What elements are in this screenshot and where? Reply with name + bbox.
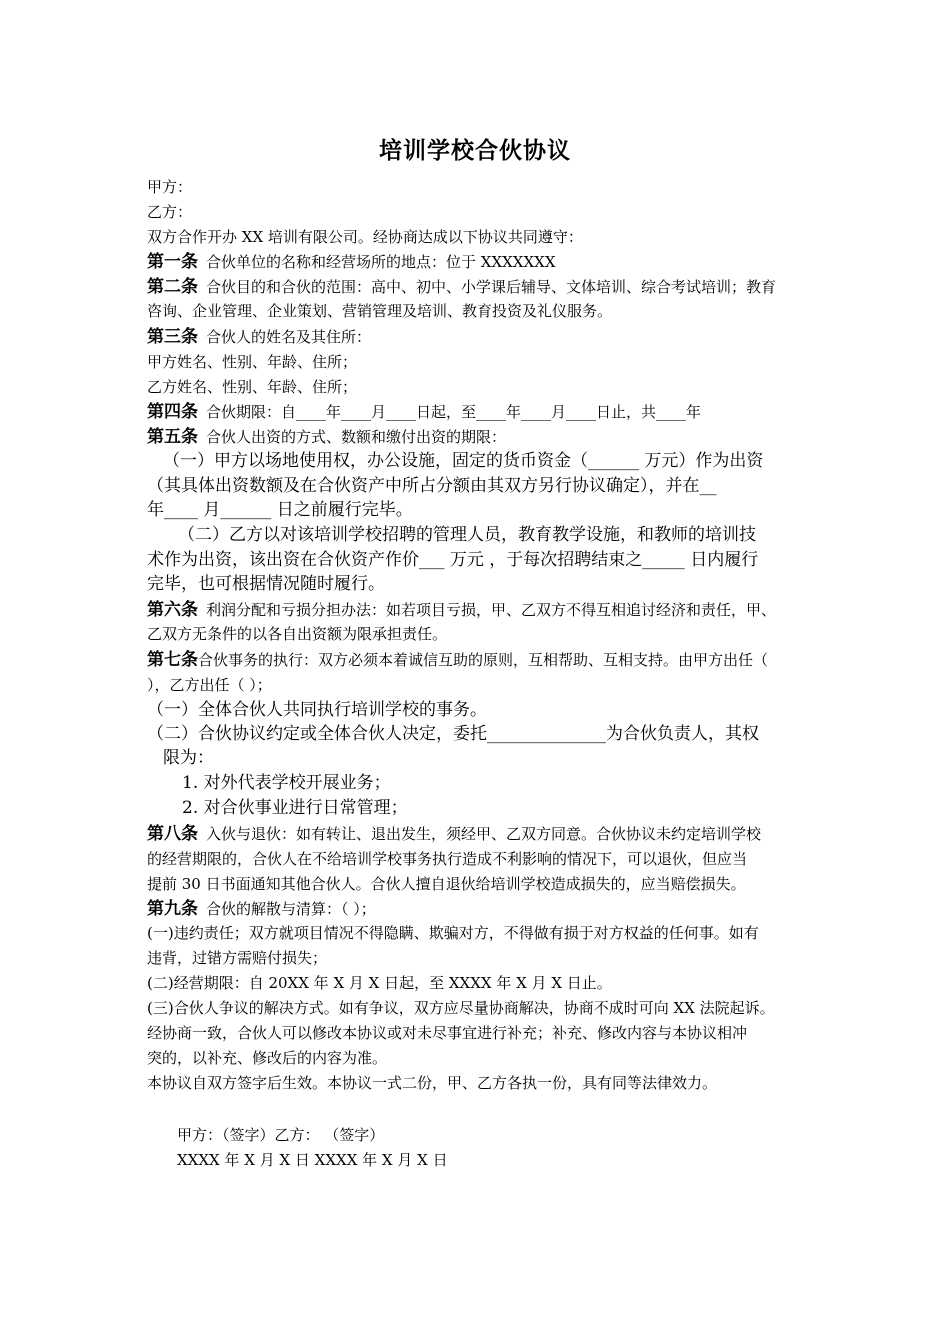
article-8: [147, 822, 761, 846]
article-3-party-a: 甲方姓名、性别、年龄、住所；: [147, 353, 358, 371]
article-6-heading: 第六条: [147, 600, 198, 620]
article-1: [147, 250, 556, 274]
article-9-item-1-cont: 违背，过错方需赔付损失；: [147, 949, 328, 967]
article-9-item-3-cont2: 突的，以补充、修改后的内容为准。: [147, 1049, 388, 1067]
article-9-item-1: (一)违约责任；双方就项目情况不得隐瞒、欺骗对方，不得做有损于对方权益的任何事。如有: [147, 924, 759, 942]
article-3-heading: 第三条: [147, 327, 198, 347]
article-4: [147, 400, 701, 424]
article-7-list-item-2: 2. 对合伙事业进行日常管理；: [182, 798, 408, 818]
article-5-item-1: （一）甲方以场地使用权，办公设施，固定的货币资金（______ 万元）作为出资: [163, 451, 764, 471]
article-8-text-cont: 的经营期限的，合伙人在不给培训学校事务执行造成不利影响的情况下，可以退伙，但应当: [147, 850, 748, 868]
article-5-heading: 第五条: [147, 427, 198, 447]
article-5-item-2-cont: 术作为出资，该出资在合伙资产作价___ 万元 ，于每次招聘结束之_____ 日内履行: [147, 550, 759, 570]
article-7-text-cont: ），乙方出任（ ）；: [147, 676, 272, 694]
article-5-item-2-cont2: 完毕，也可根据情况随时履行。: [147, 574, 385, 594]
article-3-text: 合伙人的姓名及其住所：: [206, 328, 372, 346]
article-7-list-item-1: 1. 对外代表学校开展业务；: [182, 773, 391, 793]
article-8-text-cont2: 提前 30 日书面通知其他合伙人。合伙人擅自退伙给培训学校造成损失的，应当赔偿损失。: [147, 875, 746, 893]
article-2-heading: 第二条: [147, 277, 198, 297]
article-6-text-cont: 乙双方无条件的以各自出资额为限承担责任。: [147, 625, 448, 643]
article-5-item-1-cont: （其具体出资数额及在合伙资产中所占分额由其双方另行协议确定），并在__: [147, 476, 717, 496]
intro-paragraph: 双方合作开办 XX 培训有限公司。经协商达成以下协议共同遵守：: [147, 228, 583, 246]
article-7-item-2: （二）合伙协议约定或全体合伙人决定，委托______________为合伙负责人，其权: [147, 724, 759, 744]
article-6: [147, 598, 776, 622]
article-9-item-2: (二)经营期限：自 20XX 年 X 月 X 日起，至 XXXX 年 X 月 X 日止。: [147, 974, 612, 992]
article-9-text: 合伙的解散与清算：（ ）；: [206, 900, 376, 918]
article-2-text-cont: 咨询、企业管理、企业策划、营销管理及培训、教育投资及礼仪服务。: [147, 302, 613, 320]
article-7: [147, 648, 768, 672]
signature-line: 甲方：（签字）乙方： （签字）: [177, 1126, 385, 1144]
article-3: [147, 325, 371, 349]
article-3-party-b: 乙方姓名、性别、年龄、住所；: [147, 378, 358, 396]
article-1-heading: 第一条: [147, 252, 198, 272]
article-8-heading: 第八条: [147, 824, 198, 844]
article-7-heading: 第七条: [147, 650, 198, 670]
article-9: [147, 897, 376, 921]
article-7-text: 合伙事务的执行：双方必须本着诚信互助的原则，互相帮助、互相支持。由甲方出任（: [198, 651, 769, 669]
article-9-heading: 第九条: [147, 899, 198, 919]
party-a-label: 甲方：: [147, 178, 193, 196]
article-7-item-2-cont: 限为：: [163, 748, 214, 768]
date-line: XXXX 年 X 月 X 日 XXXX 年 X 月 X 日: [177, 1151, 448, 1169]
article-5-item-1-cont2: 年____ 月______ 日之前履行完毕。: [147, 500, 413, 520]
article-9-item-3-cont: 经协商一致，合伙人可以修改本协议或对未尽事宜进行补充；补充、修改内容与本协议相冲: [147, 1024, 748, 1042]
article-1-text: 合伙单位的名称和经营场所的地点：位于 XXXXXXX: [206, 253, 556, 271]
article-8-text: 入伙与退伙：如有转让、退出发生，须经甲、乙双方同意。合伙协议未约定培训学校: [206, 825, 762, 843]
article-7-item-1: （一）全体合伙人共同执行培训学校的事务。: [147, 700, 487, 720]
article-2: [147, 275, 776, 299]
article-5-text: 合伙人出资的方式、数额和缴付出资的期限：: [206, 428, 507, 446]
party-b-label: 乙方：: [147, 203, 193, 221]
article-4-heading: 第四条: [147, 402, 198, 422]
article-6-text: 利润分配和亏损分担办法：如若项目亏损，甲、乙双方不得互相追讨经济和责任，甲、: [206, 601, 777, 619]
article-5: [147, 425, 506, 449]
article-2-text: 合伙目的和合伙的范围：高中、初中、小学课后辅导、文体培训、综合考试培训；教育: [206, 278, 777, 296]
page-title: 培训学校合伙协议: [379, 137, 571, 164]
effect-clause: 本协议自双方签字后生效。本协议一式二份，甲、乙方各执一份，具有同等法律效力。: [147, 1074, 718, 1092]
article-4-text: 合伙期限：自____年____月____日起，至____年____月____日止，共____年: [206, 403, 702, 421]
article-5-item-2: （二）乙方以对该培训学校招聘的管理人员，教育教学设施，和教师的培训技: [178, 525, 756, 545]
article-9-item-3: (三)合伙人争议的解决方式。如有争议，双方应尽量协商解决，协商不成时可向 XX 法院起诉。: [147, 999, 775, 1017]
